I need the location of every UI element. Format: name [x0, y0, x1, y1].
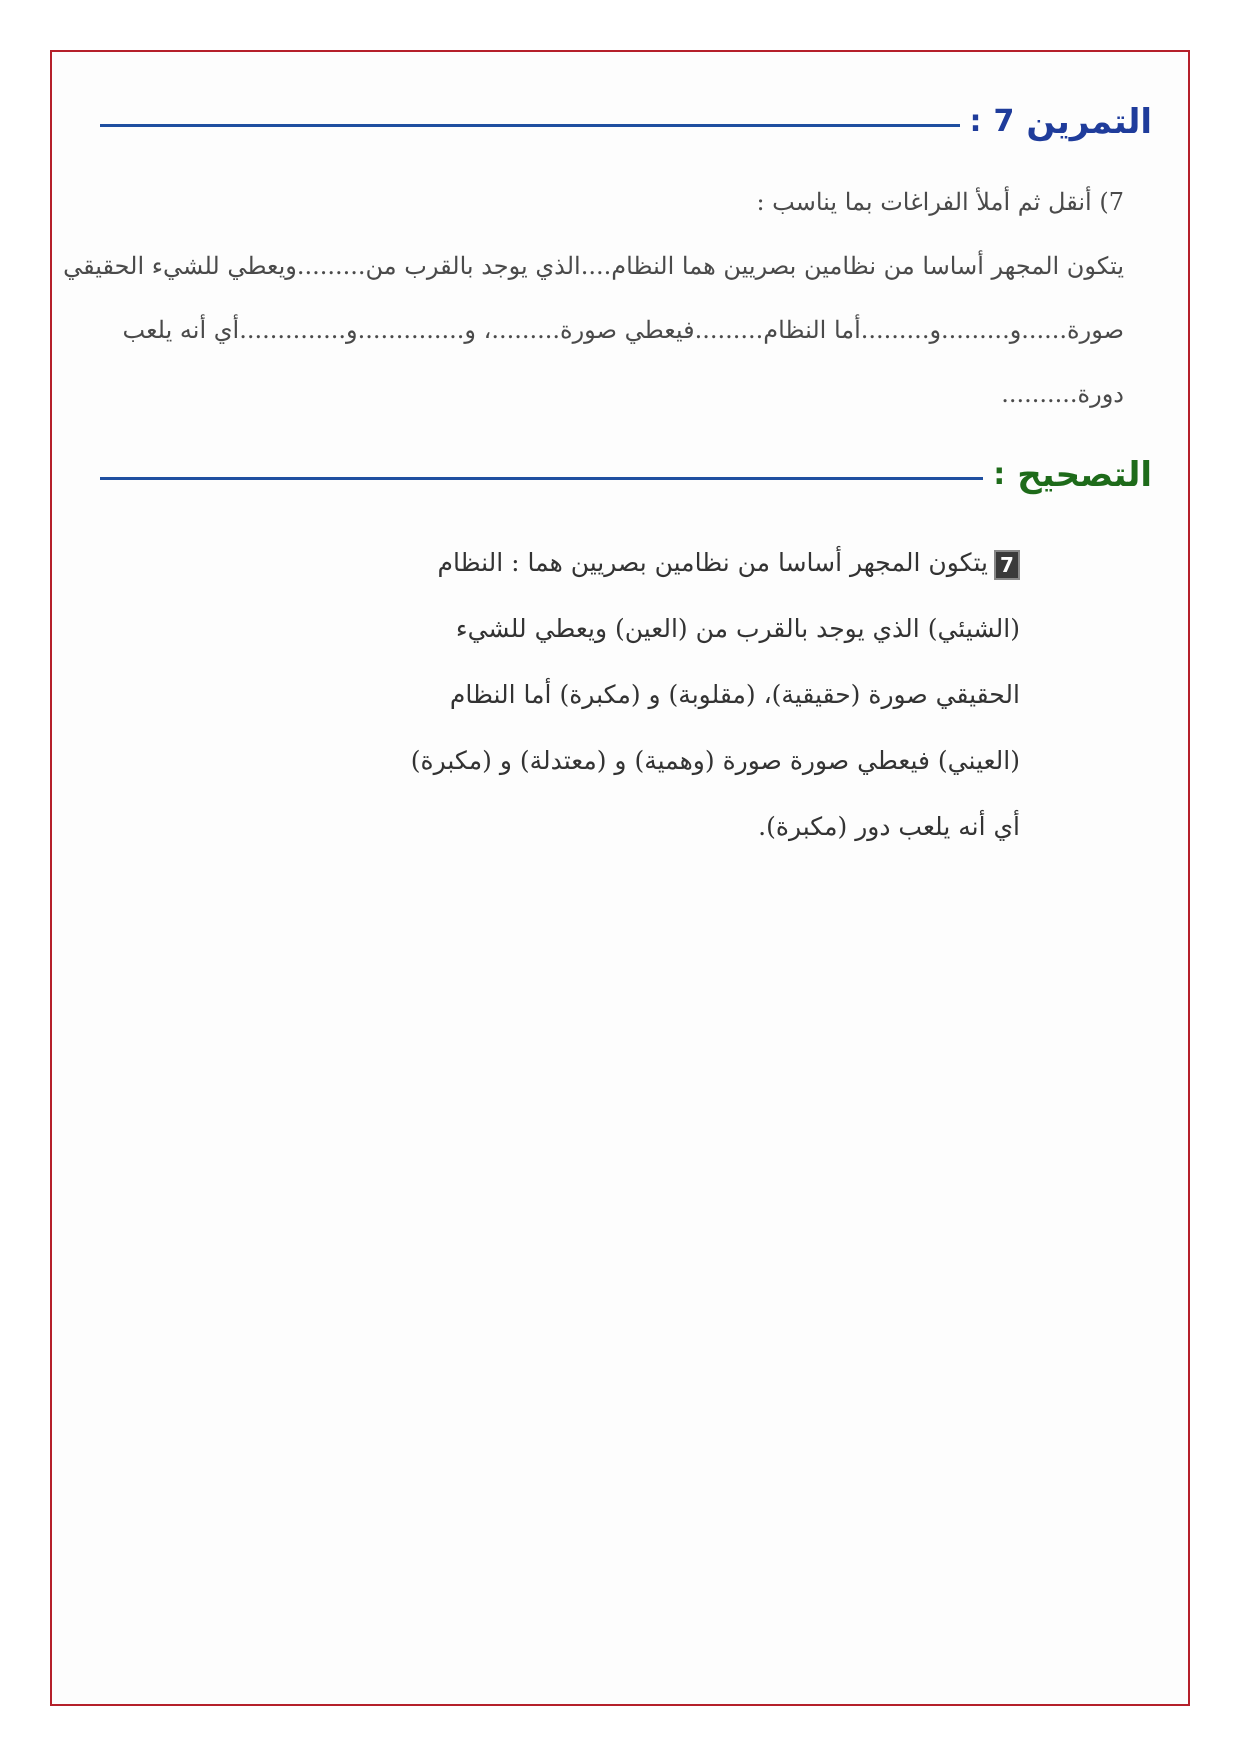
- correction-line-1-text: يتكون المجهر أساسا من نظامين بصريين هما : النظام: [437, 548, 988, 577]
- exercise-line-3: دورة..........: [1001, 380, 1124, 408]
- page-frame: [50, 50, 1190, 1706]
- correction-line-3: الحقيقي صورة (حقيقية)، (مقلوبة) و (مكبرة) أما النظام: [449, 680, 1020, 709]
- correction-rule: [100, 477, 983, 480]
- exercise-line-1: يتكون المجهر أساسا من نظامين بصريين هما النظام....الذي يوجد بالقرب من.........ويعطي للشيء الحقيقي: [63, 252, 1124, 280]
- exercise-number: 7: [993, 104, 1015, 139]
- exercise-instruction: 7) أنقل ثم أملأ الفراغات بما يناسب :: [756, 188, 1124, 216]
- correction-heading: [100, 454, 1152, 495]
- exercise-body: [63, 170, 1124, 426]
- correction-line-1: [404, 530, 1020, 596]
- question-number-badge: 7: [994, 550, 1020, 580]
- correction-line-5: أي أنه يلعب دور (مكبرة).: [758, 812, 1020, 841]
- exercise-rule: [100, 124, 960, 127]
- correction-line-2: (الشيئي) الذي يوجد بالقرب من (العين) ويعطي للشيء: [455, 614, 1020, 643]
- exercise-title: التمرين: [1026, 101, 1152, 142]
- exercise-colon: :: [969, 104, 982, 139]
- correction-colon: :: [993, 457, 1006, 492]
- correction-line-4: (العيني) فيعطي صورة صورة (وهمية) و (معتدلة) و (مكبرة): [410, 746, 1020, 775]
- exercise-heading: [100, 101, 1152, 142]
- exercise-line-2: صورة......و.........و.........أما النظام.........فيعطي صورة.........، و..............و..............أي أنه يلعب: [122, 316, 1124, 344]
- correction-body: [404, 530, 1020, 860]
- correction-title: التصحيح: [1017, 454, 1152, 495]
